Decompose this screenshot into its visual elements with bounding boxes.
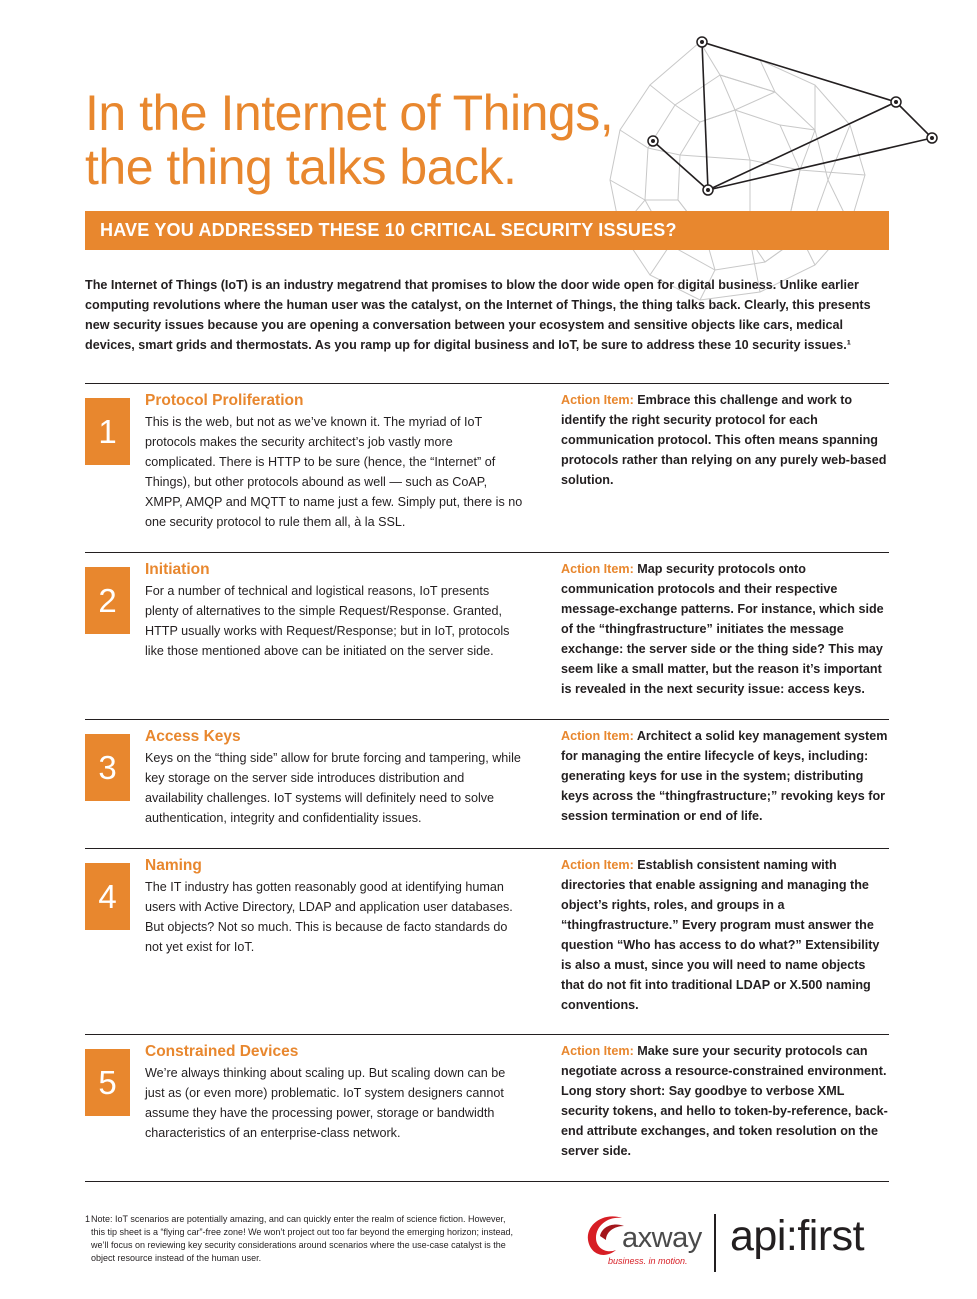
brand-name: axway (622, 1222, 702, 1254)
issue-number: 3 (85, 734, 130, 801)
action-item (561, 559, 891, 699)
issue-title: Protocol Proliferation (145, 392, 304, 409)
issue-body: We’re always thinking about scaling up. But scaling down can be just as (or even more) problematic. IoT system designers cannot assume they have the processing power, storage or bandwidth characteristics of an enterprise-class network. (145, 1066, 506, 1140)
issue-body: Keys on the “thing side” allow for brute forcing and tampering, while key storage on the server side introduces distribution and availability challenges. IoT systems will definitely need to solve authentication, integrity and confidentiality issues. (145, 751, 521, 825)
action-text: Map security protocols onto communication protocols and their respective message-exchange patterns. For instance, which side of the “thingfrastructure” initiates the message exchange: the server side or the thing side? This may seem like a small matter, but the reason it’s important is revealed in the next security issue: access keys. (561, 562, 884, 696)
divider (85, 719, 889, 720)
divider (85, 552, 889, 553)
intro-paragraph: The Internet of Things (IoT) is an industry megatrend that promises to blow the door wide open for digital business. Unlike earlier computing revolutions where the human user was the catalyst, on the Internet of Things, the thing talks back. Clearly, this presents new security issues because you are opening a conversation between your ecosystem and sensitive objects like cars, medical devices, smart grids and thermostats. As you ramp up for digital business and IoT, be sure to address these 10 security issues.¹ (85, 278, 871, 352)
headline (85, 86, 613, 194)
issue-title: Constrained Devices (145, 1043, 299, 1060)
headline-line-1: In the Internet of Things, (85, 85, 614, 141)
issue-title: Initiation (145, 561, 210, 578)
action-text: Make sure your security protocols can negotiate across a resource-constrained environment. Long story short: Say goodbye to verbose XML security tokens, and hello to token-by-reference, back-end attribute exchanges, and token resolution on the server side. (561, 1044, 888, 1158)
action-text: Establish consistent naming with directories that enable assigning and managing the object’s rights, roles, and groups in a “thingfrastructure.” Every program must answer the question “Who has access to do what?” Extensibility is also a must, since you will need to name objects that do not fit into traditional LDAP or X.500 naming conventions. (561, 858, 880, 1012)
action-item (561, 1041, 891, 1161)
action-label: Action Item: (561, 729, 634, 743)
issue-title: Access Keys (145, 728, 241, 745)
issue-number: 5 (85, 1049, 130, 1116)
divider-bottom (85, 1181, 889, 1182)
issue-body: For a number of technical and logistical reasons, IoT presents plenty of alternatives to the simple Request/Response. Granted, HTTP usually works with Request/Response; but in IoT, protocols like those mentioned above can be initiated on the server side. (145, 584, 510, 658)
divider (85, 1034, 889, 1035)
action-item (561, 726, 891, 826)
action-text: Embrace this challenge and work to identify the right security protocol for each communication protocol. This often means spanning protocols rather than relying on any purely web-based solution. (561, 393, 887, 487)
footnote-number: 1 (85, 1214, 91, 1224)
footnote-text: Note: IoT scenarios are potentially amazing, and can quickly enter the realm of science fiction. However, this tip sheet is a “flying car”-free zone! We won’t project out too far beyond the emerging horizon; instead, we’ll focus on reviewing key security considerations around scenarios where the use-case catalyst is the object resource instead of the human user. (91, 1214, 514, 1263)
logo-divider (714, 1214, 716, 1272)
action-label: Action Item: (561, 1044, 634, 1058)
brand-logo (582, 1206, 892, 1278)
issue-body: The IT industry has gotten reasonably good at identifying human users with Active Directory, LDAP and application user databases. But objects? Not so much. This is because de facto standards do not yet exist for IoT. (145, 880, 513, 954)
action-item (561, 390, 891, 490)
issue-number: 2 (85, 567, 130, 634)
brand-tagline: business. in motion. (608, 1256, 688, 1266)
issue-number: 4 (85, 863, 130, 930)
divider (85, 848, 889, 849)
action-label: Action Item: (561, 858, 634, 872)
divider-top (85, 383, 889, 384)
section-banner (85, 211, 889, 250)
headline-line-2: the thing talks back. (85, 139, 517, 195)
action-text: Architect a solid key management system for managing the entire lifecycle of keys, including: generating keys for use in the system; distributing keys across the “thingfrastructure;” revoking keys for session termination or end of life. (561, 729, 888, 823)
issue-title: Naming (145, 857, 202, 874)
issue-body: This is the web, but not as we’ve known it. The myriad of IoT protocols makes the security architect’s job vastly more complicated. There is HTTP to be sure (hence, the “Internet” of Things), but other protocols abound as well — such as CoAP, XMPP, AMQP and MQTT to name just a few. Simply put, there is no one security protocol to rule them all, à la SSL. (145, 415, 523, 529)
product-name: api:first (730, 1212, 865, 1260)
action-label: Action Item: (561, 393, 634, 407)
action-label: Action Item: (561, 562, 634, 576)
issue-number: 1 (85, 398, 130, 465)
action-item (561, 855, 891, 1015)
banner-text: HAVE YOU ADDRESSED THESE 10 CRITICAL SECURITY ISSUES? (100, 220, 677, 240)
